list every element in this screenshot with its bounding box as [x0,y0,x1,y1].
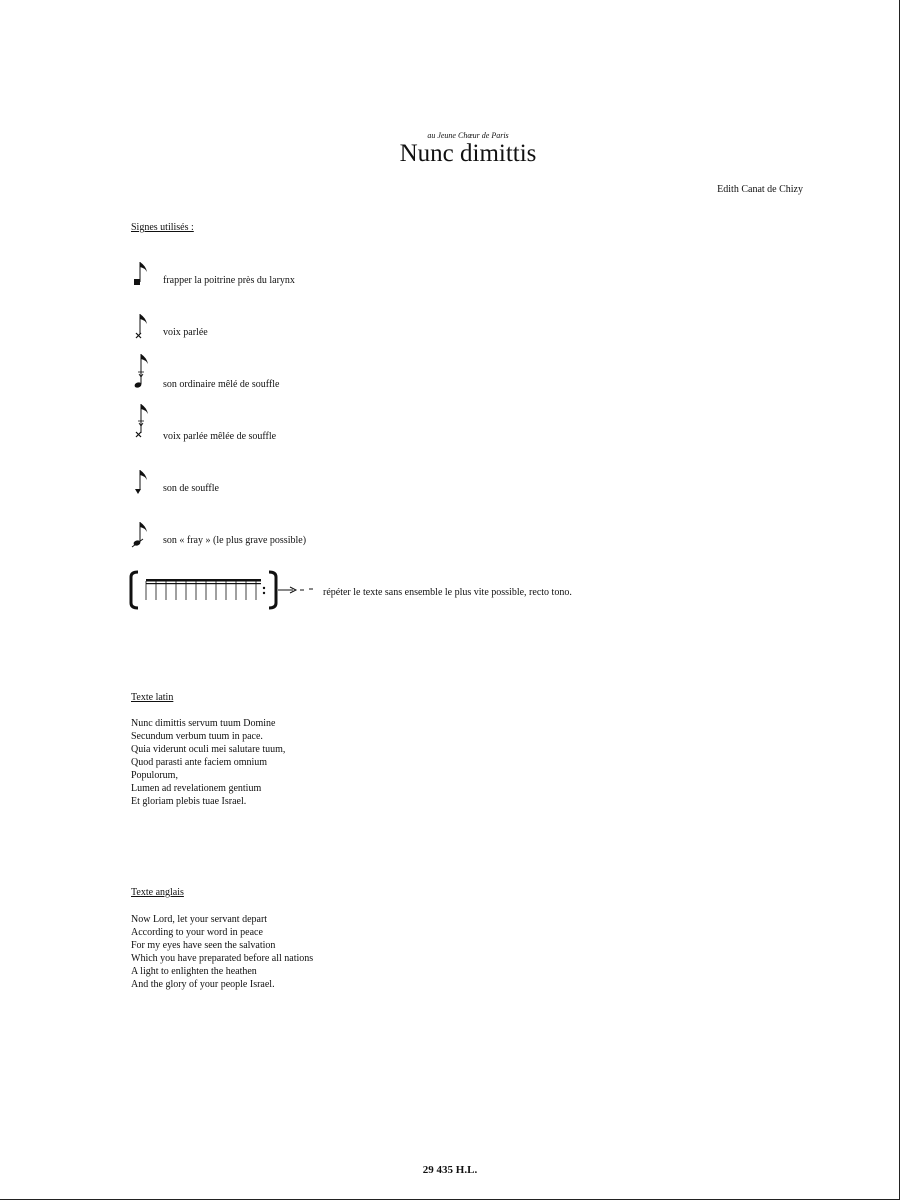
latin-text [131,717,285,808]
breath-eighth-note-icon [128,352,158,392]
x-notehead-eighth-note-icon [128,310,158,344]
square-notehead-eighth-note-icon [128,258,158,292]
composer-name: Edith Canat de Chizy [717,184,803,195]
triangle-notehead-eighth-note-icon [128,466,158,500]
english-line: Now Lord, let your servant depart [131,914,268,925]
latin-heading: Texte latin [131,692,174,703]
sign-item [128,466,728,506]
sign-item [128,352,728,392]
repeat-label: répéter le texte sans ensemble le plus vite possible, recto tono. [323,587,572,598]
sign-item [128,310,728,350]
sign-label: son « fray » (le plus grave possible) [163,535,307,546]
sign-label: voix parlée [163,327,208,338]
repeat-sign-item [128,567,828,617]
latin-line: Et gloriam plebis tuae Israel. [131,796,247,807]
english-heading: Texte anglais [131,887,184,898]
sign-item [128,518,728,558]
page-title: Nunc dimittis [399,140,537,167]
english-line: And the glory of your people Israel. [131,979,275,990]
sign-label: frapper la poitrine près du larynx [163,275,295,286]
english-line: Which you have preparated before all nations [131,953,314,964]
latin-line: Populorum, [131,770,178,781]
sign-item [128,258,728,298]
sign-label: son ordinaire mêlé de souffle [163,379,280,390]
latin-line: Nunc dimittis servum tuum Domine [131,718,276,729]
latin-line: Quod parasti ante faciem omnium [131,757,268,768]
english-line: A light to enlighten the heathen [131,966,257,977]
sign-item [128,402,728,442]
slashed-notehead-eighth-note-icon [128,518,158,552]
english-line: According to your word in peace [131,927,263,938]
dedication: au Jeune Chœur de Paris [427,131,509,140]
english-line: For my eyes have seen the salvation [131,940,276,951]
sign-label: voix parlée mêlée de souffle [163,431,277,442]
english-text [131,913,313,991]
latin-line: Quia viderunt oculi mei salutare tuum, [131,744,286,755]
x-notehead-breath-eighth-note-icon [128,402,158,442]
bracketed-repeat-figure-icon [128,567,318,617]
sign-label: son de souffle [163,483,219,494]
signs-heading: Signes utilisés : [131,222,194,233]
latin-line: Secundum verbum tuum in pace. [131,731,263,742]
plate-number: 29 435 H.L. [422,1164,478,1176]
latin-line: Lumen ad revelationem gentium [131,783,262,794]
